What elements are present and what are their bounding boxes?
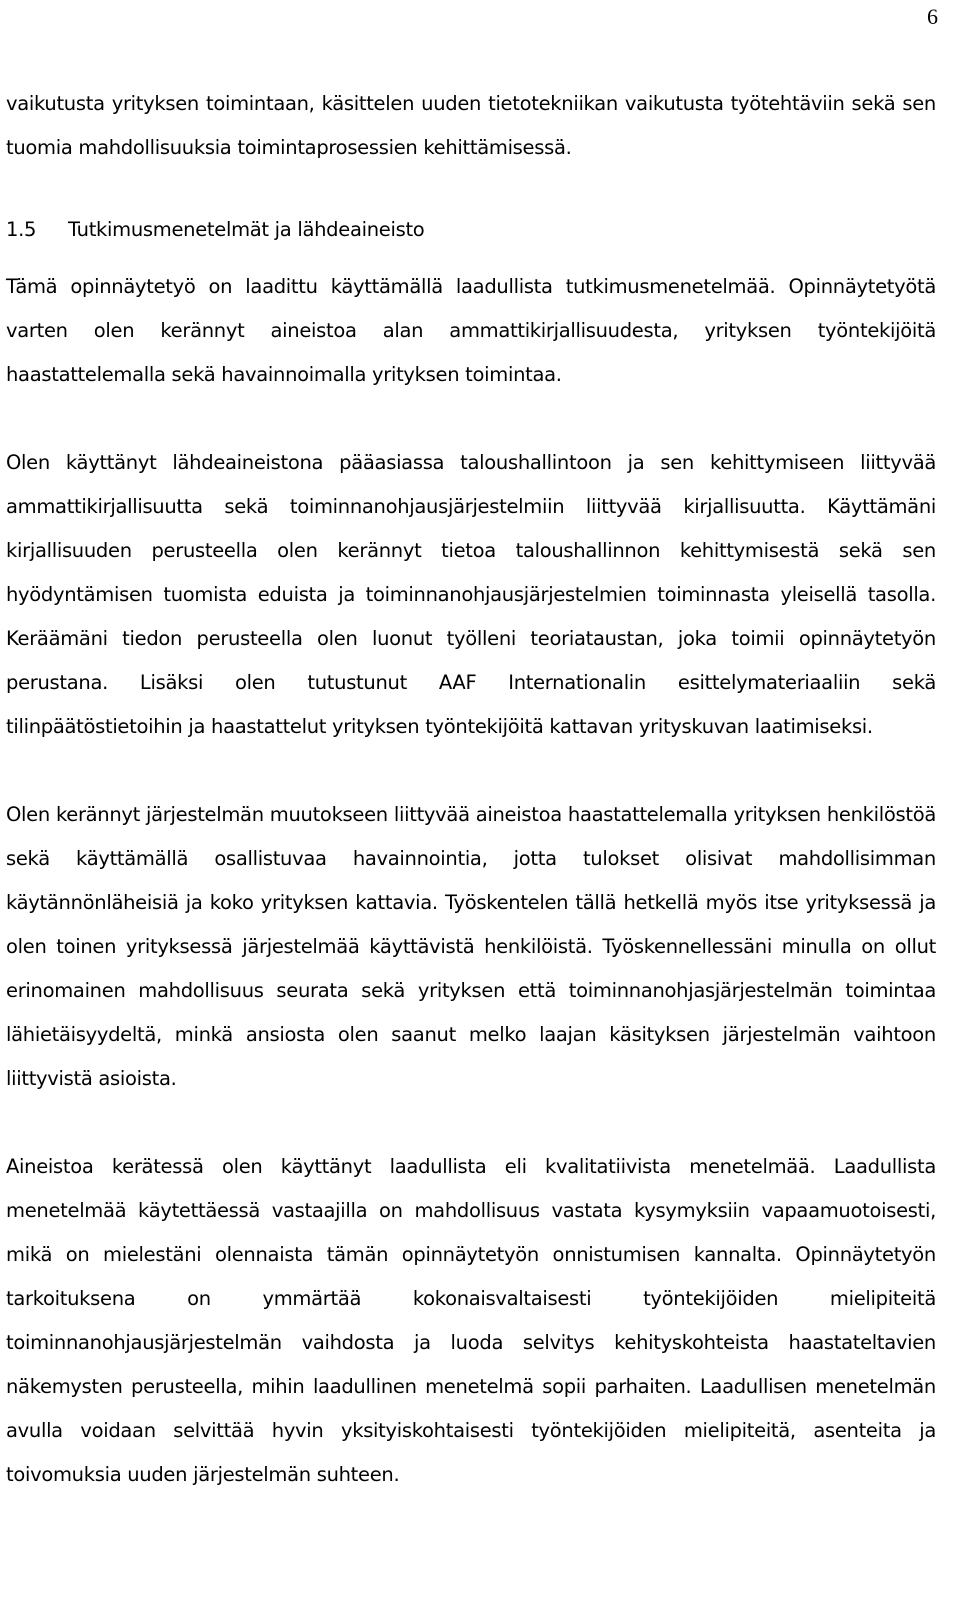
document-body [6,82,936,1497]
paragraph-interviews: Olen kerännyt järjestelmän muutokseen liittyvää aineistoa haastattelemalla yrityksen henkilöstöä sekä käyttämällä osallistuvaa havainnointia, jotta tulokset olisivat mahdollisimman käytännönläheisiä ja koko yrityksen kattavia. Työskentelen tällä hetkellä myös itse yrityksessä ja olen toinen yrityksessä järjestelmää käyttävistä henkilöistä. Työskennellessäni minulla on ollut erinomainen mahdollisuus seurata sekä yrityksen että toiminnanohjasjärjestelmän toimintaa lähietäisyydeltä, minkä ansiosta olen saanut melko laajan käsityksen järjestelmän vaihtoon liittyvistä asioista. [6,803,936,1090]
paragraph-sources: Olen käyttänyt lähdeaineistona pääasiassa taloushallintoon ja sen kehittymiseen liittyvää ammattikirjallisuutta sekä toiminnanohjausjärjestelmiin liittyvää kirjallisuutta. Käyttämäni kirjallisuuden perusteella olen kerännyt tietoa taloushallinnon kehittymisestä sekä sen hyödyntämisen tuomista eduista ja toiminnanohjausjärjestelmien toiminnasta yleisellä tasolla. Keräämäni tiedon perusteella olen luonut työlleni teoriataustan, joka toimii opinnäytetyön perustana. Lisäksi olen tutustunut AAF Internationalin esittelymateriaaliin sekä tilinpäätöstietoihin ja haastattelut yrityksen työntekijöitä kattavan yrityskuvan laatimiseksi. [6,451,936,738]
paragraph-qualitative: Aineistoa kerätessä olen käyttänyt laadullista eli kvalitatiivista menetelmää. Laadullista menetelmää käytettäessä vastaajilla on mahdollisuus vastata kysymyksiin vapaamuotoisesti, mikä on mielestäni olennaista tämän opinnäytetyön onnistumisen kannalta. Opinnäytetyön tarkoituksena on ymmärtää kokonaisvaltaisesti työntekijöiden mielipiteitä toiminnanohjausjärjestelmän vaihdosta ja luoda selvitys kehityskohteista haastateltavien näkemysten perusteella, mihin laadullinen menetelmä sopii parhaiten. Laadullisen menetelmän avulla voidaan selvittää hyvin yksityiskohtaisesti työntekijöiden mielipiteitä, asenteita ja toivomuksia uuden järjestelmän suhteen. [6,1155,936,1486]
section-number: 1.5 [6,218,37,241]
page-number: 6 [927,4,938,29]
paragraph-methods: Tämä opinnäytetyö on laadittu käyttämällä laadullista tutkimusmenetelmää. Opinnäytetyötä varten olen kerännyt aineistoa alan ammattikirjallisuudesta, yrityksen työntekijöitä haastattelemalla sekä havainnoimalla yrityksen toimintaa. [6,275,936,386]
section-heading [6,214,936,246]
intro-paragraph: vaikutusta yrityksen toimintaan, käsittelen uuden tietotekniikan vaikutusta työtehtäviin sekä sen tuomia mahdollisuuksia toimintaprosessien kehittämisessä. [6,92,936,159]
section-title: Tutkimusmenetelmät ja lähdeaineisto [68,218,425,241]
